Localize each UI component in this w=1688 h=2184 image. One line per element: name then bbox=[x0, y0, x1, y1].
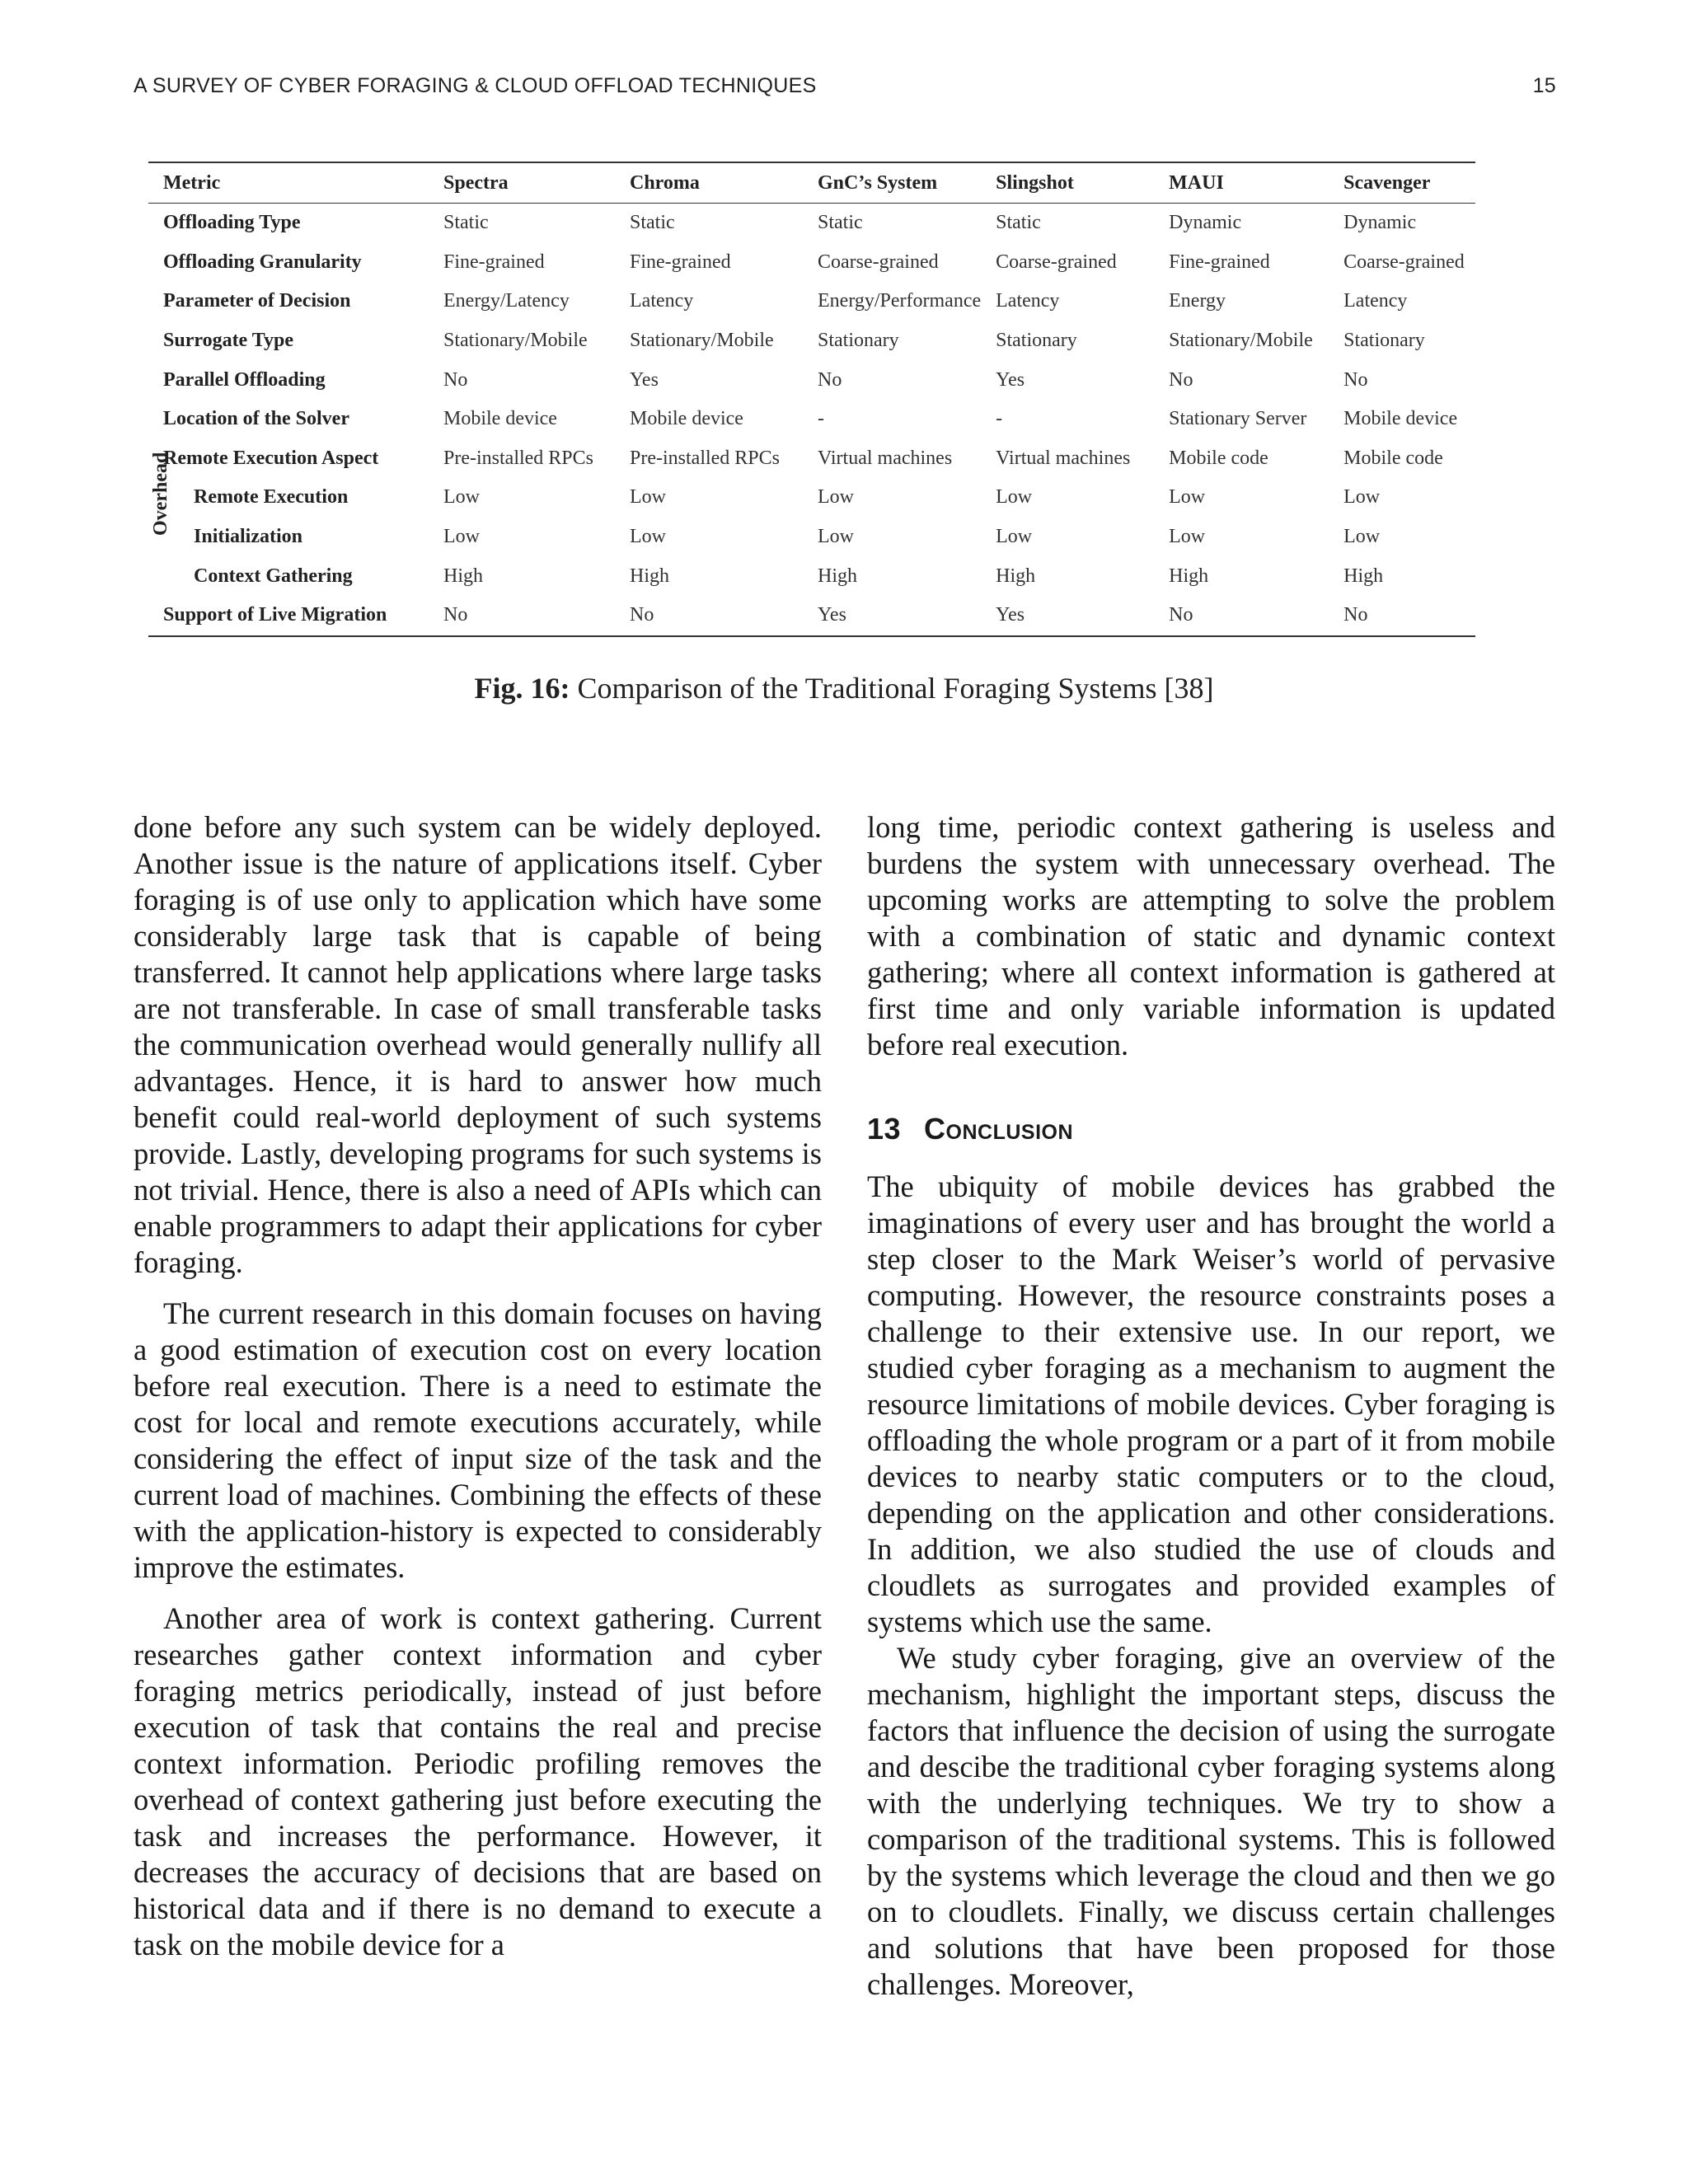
paragraph: We study cyber foraging, give an overview of the mechanism, highlight the important steps, discuss the factors that influence the decision of using the surrogate and descibe the traditional cyber foraging systems along with the underlying techniques. We try to show a comparison of the traditional systems. This is followed by the systems which leverage the cloud and then we go on to cloudlets. Finally, we discuss certain challenges and solutions that have been proposed for those challenges. Moreover, bbox=[867, 1641, 1555, 2001]
section-number: 13 bbox=[867, 1112, 902, 1146]
table-row bbox=[148, 556, 1475, 596]
value-cell: Energy/Latency bbox=[443, 290, 570, 312]
column-header: Scavenger bbox=[1329, 162, 1475, 204]
value-cell: Low bbox=[996, 526, 1033, 548]
table-row bbox=[148, 400, 1475, 439]
value-cell: High bbox=[1343, 565, 1384, 587]
value-cell: Coarse-grained bbox=[818, 251, 939, 273]
value-cell: Fine-grained bbox=[443, 251, 545, 273]
value-cell: Low bbox=[996, 486, 1033, 509]
value-cell: Latency bbox=[630, 290, 694, 312]
column-header: Spectra bbox=[429, 162, 615, 204]
table-row bbox=[148, 478, 1475, 518]
paragraph: The ubiquity of mobile devices has grabbed the imaginations of every user and has brought the world a step closer to the Mark Weiser’s world of pervasive computing. However, the resource constraints poses a challenge to their extensive use. In our report, we studied cyber foraging as a mechanism to augment the resource limitations of mobile devices. Cyber foraging is offloading the whole program or a part of it from mobile devices to nearby static computers or to the cloud, depending on the application and other considerations. In addition, we also studied the use of clouds and cloudlets as surrogates and provided examples of systems which use the same. bbox=[867, 1169, 1555, 1638]
value-cell: Stationary/Mobile bbox=[443, 330, 588, 352]
left-column bbox=[134, 809, 822, 1963]
column-header: GnC’s System bbox=[803, 162, 981, 204]
table-row bbox=[148, 282, 1475, 321]
value-cell: - bbox=[996, 408, 1003, 430]
table-header-row bbox=[148, 162, 1475, 204]
value-cell: Yes bbox=[996, 368, 1025, 391]
value-cell: Fine-grained bbox=[1169, 251, 1270, 273]
section-heading bbox=[867, 1113, 1555, 1146]
value-cell: Yes bbox=[996, 604, 1025, 626]
value-cell: Low bbox=[1343, 486, 1381, 509]
value-cell: Stationary Server bbox=[1169, 408, 1307, 430]
value-cell: Low bbox=[443, 526, 480, 548]
right-column bbox=[867, 809, 1555, 2003]
section-title: Conclusion bbox=[924, 1112, 1074, 1146]
value-cell: High bbox=[630, 565, 669, 587]
value-cell: Pre-installed RPCs bbox=[443, 447, 594, 469]
value-cell: No bbox=[443, 604, 468, 626]
column-header: MAUI bbox=[1154, 162, 1329, 204]
value-cell: High bbox=[1169, 565, 1209, 587]
metric-cell: Offloading Type bbox=[163, 212, 301, 234]
value-cell: High bbox=[996, 565, 1036, 587]
value-cell: Fine-grained bbox=[630, 251, 731, 273]
table-row bbox=[148, 321, 1475, 361]
metric-cell: Location of the Solver bbox=[163, 408, 349, 430]
header-title: A SURVEY OF CYBER FORAGING & CLOUD OFFLOAD TECHNIQUES bbox=[134, 74, 817, 97]
value-cell: Low bbox=[630, 526, 666, 548]
value-cell: Stationary/Mobile bbox=[1169, 330, 1313, 352]
value-cell: Mobile code bbox=[1169, 447, 1268, 469]
value-cell: Latency bbox=[996, 290, 1060, 312]
value-cell: High bbox=[818, 565, 857, 587]
value-cell: No bbox=[1343, 604, 1368, 626]
value-cell: Low bbox=[1169, 526, 1206, 548]
value-cell: Mobile device bbox=[443, 408, 557, 430]
metric-cell: Offloading Granularity bbox=[163, 251, 362, 273]
value-cell: Energy bbox=[1169, 290, 1226, 312]
value-cell: Mobile code bbox=[1343, 447, 1443, 469]
value-cell: Low bbox=[1169, 486, 1206, 509]
table-row bbox=[148, 439, 1475, 479]
column-header: Slingshot bbox=[981, 162, 1154, 204]
figure-caption bbox=[0, 671, 1688, 705]
figure-label: Fig. 16: bbox=[474, 672, 570, 705]
value-cell: Static bbox=[443, 212, 489, 234]
value-cell: Virtual machines bbox=[996, 447, 1131, 469]
value-cell: No bbox=[443, 368, 468, 391]
group-label-overhead: Overhead bbox=[150, 452, 171, 537]
paragraph: done before any such system can be widely deployed. Another issue is the nature of applications itself. Cyber foraging is of use only to application which have some considerably large task that is capable of being transferred. It cannot help applications where large tasks are not transferable. In case of small transferable tasks the communication overhead would generally nullify all advantages. Hence, it is hard to answer how much benefit could real-world deployment of such systems provide. Lastly, developing programs for such systems is not trivial. Hence, there is also a need of APIs which can enable programmers to adapt their applications for cyber foraging. bbox=[134, 810, 822, 1279]
value-cell: Yes bbox=[818, 604, 846, 626]
value-cell: Stationary bbox=[996, 330, 1077, 352]
column-header: Chroma bbox=[615, 162, 803, 204]
value-cell: Coarse-grained bbox=[996, 251, 1117, 273]
value-cell: Low bbox=[1343, 526, 1381, 548]
metric-cell: Parameter of Decision bbox=[163, 290, 351, 312]
comparison-table-container bbox=[148, 162, 1475, 637]
metric-cell: Surrogate Type bbox=[163, 330, 294, 352]
value-cell: No bbox=[818, 368, 842, 391]
value-cell: Static bbox=[818, 212, 863, 234]
value-cell: Low bbox=[630, 486, 666, 509]
value-cell: No bbox=[1169, 368, 1193, 391]
table-row bbox=[148, 596, 1475, 636]
value-cell: No bbox=[630, 604, 654, 626]
metric-cell: Context Gathering bbox=[194, 565, 353, 587]
value-cell: Latency bbox=[1343, 290, 1408, 312]
table-row bbox=[148, 518, 1475, 557]
figure-caption-text: Comparison of the Traditional Foraging Systems [38] bbox=[577, 672, 1214, 705]
value-cell: Coarse-grained bbox=[1343, 251, 1465, 273]
value-cell: High bbox=[443, 565, 483, 587]
value-cell: Stationary bbox=[818, 330, 899, 352]
value-cell: Low bbox=[443, 486, 480, 509]
table-row bbox=[148, 204, 1475, 243]
table-row bbox=[148, 243, 1475, 283]
column-header: Metric bbox=[148, 162, 429, 204]
metric-cell: Remote Execution Aspect bbox=[163, 447, 379, 469]
value-cell: Low bbox=[818, 526, 854, 548]
metric-cell: Initialization bbox=[194, 526, 303, 548]
value-cell: Stationary/Mobile bbox=[630, 330, 774, 352]
value-cell: Dynamic bbox=[1169, 212, 1242, 234]
value-cell: Low bbox=[818, 486, 854, 509]
value-cell: Energy/Performance bbox=[818, 290, 982, 312]
running-header bbox=[134, 74, 1556, 98]
paragraph: Another area of work is context gathering. Current researches gather context information and cyber foraging metrics periodically, instead of just before execution of task that contains the real and precise context information. Periodic profiling removes the overhead of context gathering just before executing the task and increases the performance. However, it decreases the accuracy of decisions that are based on historical data and if there is no demand to execute a task on the mobile device for a bbox=[134, 1601, 822, 1961]
paragraph: The current research in this domain focuses on having a good estimation of execution cost on every location before real execution. There is a need to estimate the cost for local and remote executions accurately, while considering the effect of input size of the task and the current load of machines. Combining the effects of these with the application-history is expected to considerably improve the estimates. bbox=[134, 1296, 822, 1584]
value-cell: Mobile device bbox=[1343, 408, 1458, 430]
value-cell: Static bbox=[630, 212, 675, 234]
value-cell: Stationary bbox=[1343, 330, 1425, 352]
paragraph: long time, periodic context gathering is useless and burdens the system with unnecessary overhead. The upcoming works are attempting to solve the problem with a combination of static and dynamic context gathering; where all context information is gathered at first time and only variable information is updated before real execution. bbox=[867, 810, 1555, 1062]
metric-cell: Parallel Offloading bbox=[163, 368, 326, 391]
value-cell: Static bbox=[996, 212, 1041, 234]
comparison-table bbox=[148, 162, 1475, 637]
page-number: 15 bbox=[1532, 74, 1556, 97]
value-cell: Yes bbox=[630, 368, 659, 391]
metric-label: Remote Execution bbox=[194, 486, 349, 509]
table-row bbox=[148, 360, 1475, 400]
value-cell: Pre-installed RPCs bbox=[630, 447, 781, 469]
metric-cell: Support of Live Migration bbox=[163, 604, 387, 626]
value-cell: No bbox=[1169, 604, 1193, 626]
value-cell: Dynamic bbox=[1343, 212, 1417, 234]
value-cell: - bbox=[818, 408, 824, 430]
value-cell: Virtual machines bbox=[818, 447, 953, 469]
value-cell: No bbox=[1343, 368, 1368, 391]
value-cell: Mobile device bbox=[630, 408, 743, 430]
